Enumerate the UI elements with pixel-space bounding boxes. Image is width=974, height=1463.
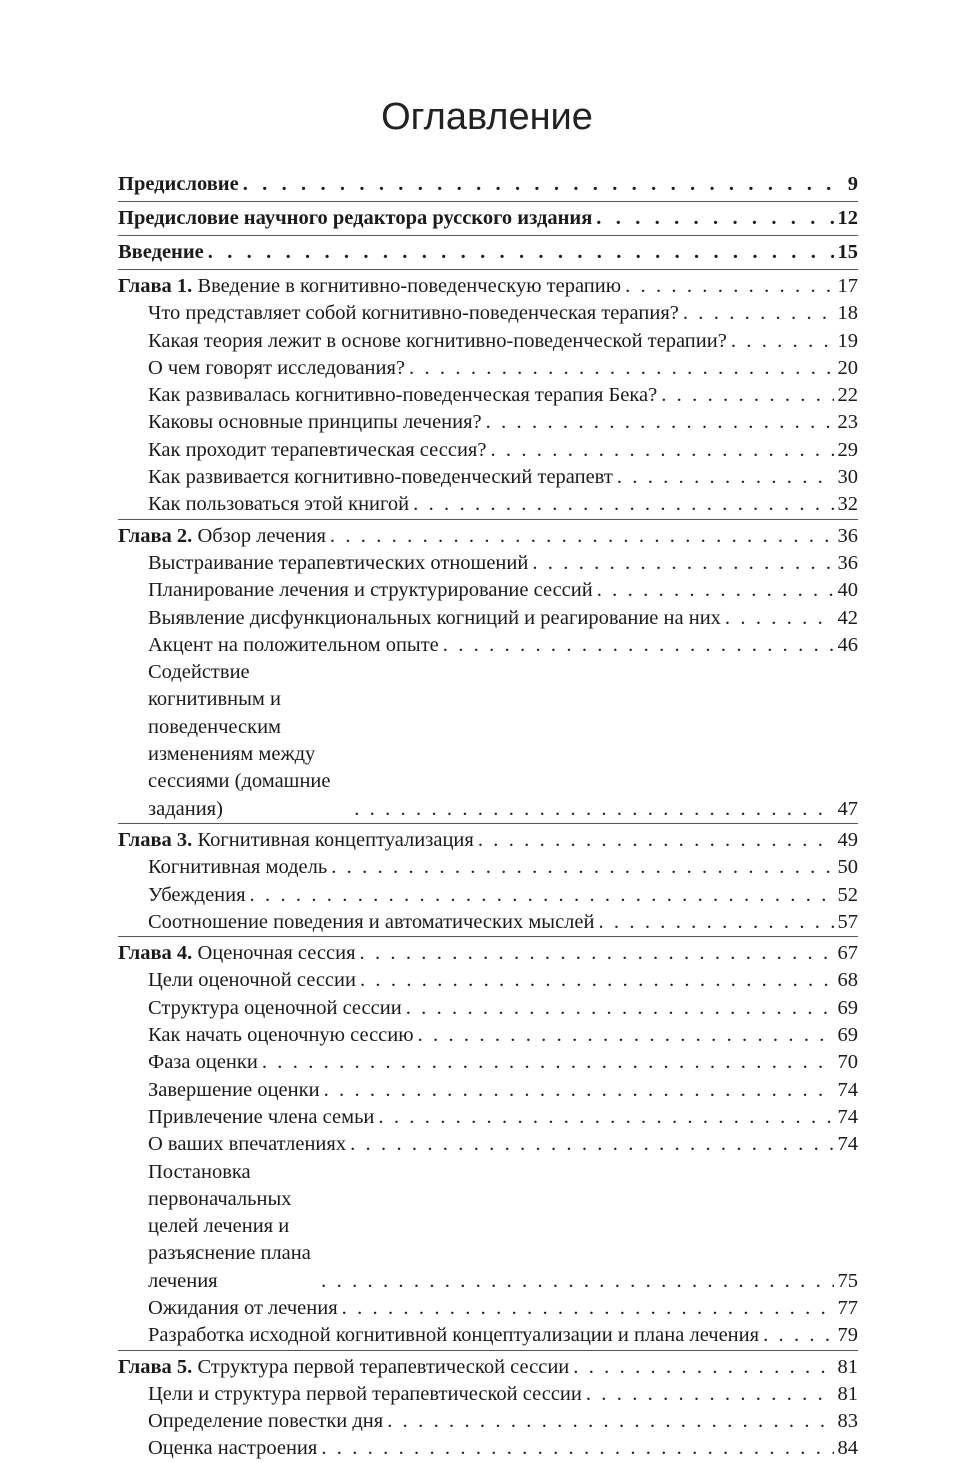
- dot-leader: [661, 382, 833, 409]
- table-of-contents: [118, 168, 858, 1463]
- section-entry[interactable]: [118, 1049, 858, 1076]
- dot-leader: [250, 882, 834, 909]
- page-number: 20: [837, 356, 858, 379]
- section-entry[interactable]: [118, 659, 858, 823]
- section-title: Фаза оценки: [148, 1051, 258, 1074]
- chapter-entry[interactable]: [118, 270, 858, 300]
- section-title: Соотношение поведения и автоматических мыслей: [148, 910, 595, 933]
- dot-leader: [443, 632, 834, 659]
- section-title: Как пользоваться этой книгой: [148, 493, 410, 516]
- page-number: 84: [837, 1437, 858, 1460]
- dot-leader: [360, 940, 834, 967]
- chapter-entry[interactable]: [118, 520, 858, 550]
- dot-leader: [360, 967, 834, 994]
- chapter-label: Глава 1.: [118, 275, 193, 297]
- page-number: 74: [837, 1078, 858, 1101]
- page-number: 74: [837, 1105, 858, 1128]
- section-entry[interactable]: [118, 1077, 858, 1104]
- page-number: 68: [837, 969, 858, 992]
- dot-leader: [342, 1295, 834, 1322]
- chapter-title: Введение в когнитивно-поведенческую терапию: [197, 275, 622, 297]
- chapter-title: Когнитивная концептуализация: [197, 828, 474, 851]
- chapter-entry[interactable]: [118, 824, 858, 854]
- section-entry[interactable]: [118, 995, 858, 1022]
- section-title: Убеждения: [148, 883, 246, 906]
- section-title: Разработка исходной когнитивной концептуализации и плана лечения: [148, 1324, 760, 1347]
- page-number: 40: [837, 579, 858, 602]
- section-title: Завершение оценки: [148, 1078, 320, 1101]
- page-number: 9: [847, 173, 858, 195]
- section-entry[interactable]: [118, 909, 858, 936]
- section-title: Структура оценочной сессии: [148, 996, 402, 1019]
- dot-leader: [243, 168, 844, 201]
- page-number: 52: [837, 883, 858, 906]
- section-entry[interactable]: [118, 854, 858, 881]
- page-number: 30: [837, 466, 858, 489]
- chapter-label: Глава 4.: [118, 942, 193, 965]
- section-entry[interactable]: [118, 1159, 858, 1295]
- section-entry[interactable]: [118, 1381, 858, 1408]
- dot-leader: [625, 273, 833, 300]
- section-title: Содействие когнитивным и поведенческим изменениям между сессиями (домашние задания): [148, 661, 331, 820]
- section-title: Ожидания от лечения: [148, 1296, 338, 1319]
- chapter-label: Глава 5.: [118, 1355, 193, 1378]
- dot-leader: [413, 491, 833, 518]
- toc-entry[interactable]: [118, 168, 858, 201]
- section-title: Выявление дисфункциональных когниций и реагирование на них: [148, 606, 721, 629]
- section-title: О ваших впечатлениях: [148, 1133, 347, 1156]
- dot-leader: [262, 1049, 834, 1076]
- dot-leader: [418, 1022, 834, 1049]
- section-entry[interactable]: [118, 437, 858, 464]
- toc-entry[interactable]: [118, 236, 858, 269]
- page-number: 46: [837, 633, 858, 656]
- section-entry[interactable]: [118, 1022, 858, 1049]
- page-number: 57: [837, 910, 858, 933]
- dot-leader: [617, 464, 834, 491]
- page-title: Оглавление: [381, 96, 593, 138]
- dot-leader: [486, 409, 834, 436]
- section-title: Когнитивная модель: [148, 856, 328, 879]
- chapter-group: [118, 520, 858, 824]
- section-title: Как начать оценочную сессию: [148, 1024, 414, 1047]
- dot-leader: [324, 1077, 834, 1104]
- page-number: 83: [837, 1410, 858, 1433]
- page-number: 47: [837, 797, 858, 820]
- section-entry[interactable]: [118, 1408, 858, 1435]
- section-entry[interactable]: [118, 550, 858, 577]
- page-number: 77: [837, 1296, 858, 1319]
- section-title: Оценка настроения: [148, 1437, 318, 1460]
- page-number: 18: [837, 302, 858, 325]
- dot-leader: [478, 827, 834, 854]
- page-number: 32: [837, 493, 858, 516]
- page-number: 23: [837, 411, 858, 434]
- section-entry[interactable]: [118, 382, 858, 409]
- section-title: Планирование лечения и структурирование сессий: [148, 579, 593, 602]
- chapter-group: [118, 824, 858, 937]
- section-title: Каковы основные принципы лечения?: [148, 411, 482, 434]
- entry-title: Предисловие: [118, 173, 239, 195]
- section-title: Акцент на положительном опыте: [148, 633, 439, 656]
- section-title: Какая теория лежит в основе когнитивно-поведенческой терапии?: [148, 329, 727, 352]
- dot-leader: [350, 1131, 833, 1158]
- page-number: 22: [837, 384, 858, 407]
- page-number: 81: [837, 1382, 858, 1405]
- chapter-title: Структура первой терапевтической сессии: [197, 1355, 570, 1378]
- toc-entry[interactable]: [118, 202, 858, 235]
- section-entry[interactable]: [118, 1104, 858, 1131]
- section-title: Постановка первоначальных целей лечения и разъяснение плана лечения: [148, 1160, 311, 1292]
- page-number: 36: [837, 524, 858, 547]
- page-number: 15: [837, 241, 858, 263]
- section-entry[interactable]: [118, 1322, 858, 1349]
- section-entry[interactable]: [118, 355, 858, 382]
- entry-title: Предисловие научного редактора русского издания: [118, 207, 593, 229]
- page-number: 17: [837, 275, 858, 297]
- dot-leader: [406, 995, 834, 1022]
- dot-leader: [330, 523, 834, 550]
- section-title: Привлечение члена семьи: [148, 1105, 375, 1128]
- page-number: 69: [837, 1024, 858, 1047]
- page-number: 36: [837, 551, 858, 574]
- chapter-title: Обзор лечения: [197, 524, 326, 547]
- section-entry[interactable]: [118, 491, 858, 518]
- dot-leader: [731, 328, 834, 355]
- section-entry[interactable]: [118, 300, 858, 327]
- chapter-group: [118, 937, 858, 1350]
- dot-leader: [354, 796, 833, 823]
- dot-leader: [321, 1435, 833, 1462]
- page-number: 70: [837, 1051, 858, 1074]
- chapter-entry[interactable]: [118, 1351, 858, 1381]
- dot-leader: [763, 1322, 833, 1349]
- entry-title: Введение: [118, 241, 204, 263]
- section-title: Как развивается когнитивно-поведенческий терапевт: [148, 466, 613, 489]
- page-number: 50: [837, 856, 858, 879]
- dot-leader: [409, 355, 833, 382]
- chapter-entry[interactable]: [118, 937, 858, 967]
- page-number: 49: [837, 828, 858, 851]
- section-entry[interactable]: [118, 882, 858, 909]
- chapter-title: Оценочная сессия: [197, 942, 356, 965]
- page-number: 29: [837, 438, 858, 461]
- section-title: Цели и структура первой терапевтической сессии: [148, 1382, 582, 1405]
- chapter-label: Глава 3.: [118, 828, 193, 851]
- dot-leader: [331, 854, 833, 881]
- section-title: Определение повестки дня: [148, 1410, 384, 1433]
- dot-leader: [683, 300, 834, 327]
- page-number: 74: [837, 1133, 858, 1156]
- front-matter: [118, 236, 858, 270]
- section-title: Как развивалась когнитивно-поведенческая терапия Бека?: [148, 384, 658, 407]
- page-number: 69: [837, 996, 858, 1019]
- page-number: 12: [837, 207, 858, 229]
- chapter-group: [118, 270, 858, 520]
- front-matter: [118, 168, 858, 202]
- dot-leader: [321, 1268, 833, 1295]
- section-entry[interactable]: [118, 328, 858, 355]
- section-title: Что представляет собой когнитивно-поведенческая терапия?: [148, 302, 679, 325]
- section-entry[interactable]: [118, 464, 858, 491]
- section-entry[interactable]: [118, 1131, 858, 1158]
- dot-leader: [208, 236, 834, 269]
- section-title: О чем говорят исследования?: [148, 356, 406, 379]
- page-number: 79: [837, 1324, 858, 1347]
- section-title: Как проходит терапевтическая сессия?: [148, 438, 487, 461]
- page-number: 19: [837, 329, 858, 352]
- section-entry[interactable]: [118, 1295, 858, 1322]
- section-entry[interactable]: [118, 1435, 858, 1462]
- dot-leader: [573, 1354, 833, 1381]
- section-entry[interactable]: [118, 409, 858, 436]
- section-title: Выстраивание терапевтических отношений: [148, 551, 529, 574]
- chapter-label: Глава 2.: [118, 524, 193, 547]
- dot-leader: [598, 909, 833, 936]
- front-matter: [118, 202, 858, 236]
- dot-leader: [596, 202, 833, 235]
- section-entry[interactable]: [118, 632, 858, 659]
- dot-leader: [586, 1381, 834, 1408]
- dot-leader: [378, 1104, 833, 1131]
- page-number: 81: [837, 1355, 858, 1378]
- dot-leader: [387, 1408, 833, 1435]
- section-entry[interactable]: [118, 967, 858, 994]
- dot-leader: [597, 577, 834, 604]
- dot-leader: [532, 550, 833, 577]
- page-number: 42: [837, 606, 858, 629]
- dot-leader: [490, 437, 833, 464]
- section-entry[interactable]: [118, 577, 858, 604]
- section-title: Цели оценочной сессии: [148, 969, 356, 992]
- page-number: 67: [837, 942, 858, 965]
- dot-leader: [725, 605, 834, 632]
- section-entry[interactable]: [118, 605, 858, 632]
- chapter-group: [118, 1351, 858, 1463]
- page-number: 75: [837, 1269, 858, 1292]
